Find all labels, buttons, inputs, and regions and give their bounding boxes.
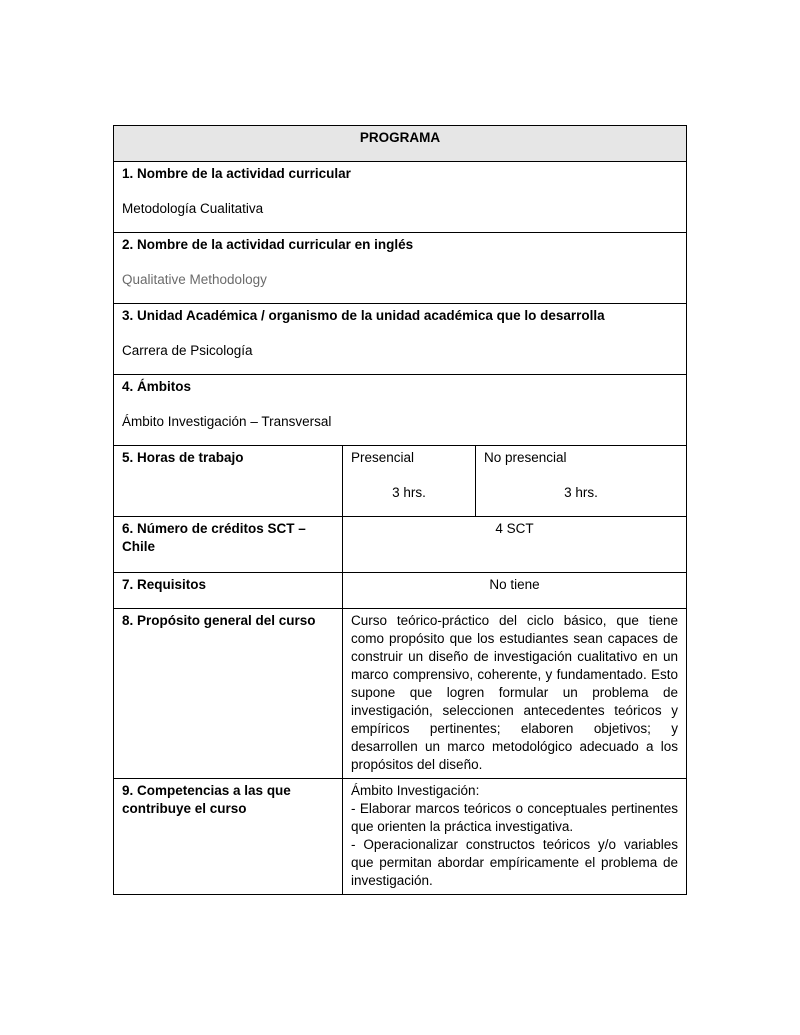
row-value: Carrera de Psicología bbox=[122, 343, 253, 358]
row-nombre bbox=[114, 162, 687, 233]
presencial-label: Presencial bbox=[351, 450, 415, 465]
program-table bbox=[113, 125, 687, 895]
competencias-value bbox=[343, 779, 687, 895]
row-label: 7. Requisitos bbox=[122, 577, 207, 592]
creditos-value: 4 SCT bbox=[343, 517, 687, 573]
row-label: 9. Competencias a las que contribuye el curso bbox=[122, 783, 291, 816]
row-label: 5. Horas de trabajo bbox=[122, 450, 244, 465]
no-presencial-label: No presencial bbox=[484, 450, 567, 465]
row-label: 1. Nombre de la actividad curricular bbox=[122, 166, 351, 181]
proposito-value: Curso teórico-práctico del ciclo básico, que tiene como propósito que los estudiantes sean capaces de construir un diseño de investigación cualitativo en un marco comprensivo, coherente, y fundamentado. Esto supone que logren formular un problema de investigación, seleccionen antecedentes teóricos y empíricos pertinentes; elaboren objetivos; y desarrollen un marco metodológico adecuado a los propósitos del diseño. bbox=[343, 609, 687, 779]
row-label: 8. Propósito general del curso bbox=[122, 613, 316, 628]
competencias-heading: Ámbito Investigación: bbox=[351, 783, 480, 798]
row-nombre-ingles bbox=[114, 233, 687, 304]
no-presencial-value: 3 hrs. bbox=[564, 485, 598, 500]
row-label: 3. Unidad Académica / organismo de la unidad académica que lo desarrolla bbox=[122, 308, 605, 323]
row-label: 4. Ámbitos bbox=[122, 379, 192, 394]
row-proposito-label bbox=[114, 609, 343, 779]
row-requisitos-label bbox=[114, 573, 343, 609]
row-value: Qualitative Methodology bbox=[122, 272, 267, 287]
row-label: 6. Número de créditos SCT – Chile bbox=[122, 521, 306, 554]
row-horas-label bbox=[114, 446, 343, 517]
row-value: Ámbito Investigación – Transversal bbox=[122, 414, 332, 429]
competencia-item: - Operacionalizar constructos teóricos y/o variables que permitan abordar empíricamente el problema de investigación. bbox=[351, 837, 679, 888]
row-unidad bbox=[114, 304, 687, 375]
row-value: Metodología Cualitativa bbox=[122, 201, 264, 216]
presencial-cell bbox=[343, 446, 476, 517]
presencial-value: 3 hrs. bbox=[392, 485, 426, 500]
requisitos-value: No tiene bbox=[343, 573, 687, 609]
no-presencial-cell bbox=[476, 446, 687, 517]
row-label: 2. Nombre de la actividad curricular en inglés bbox=[122, 237, 414, 252]
row-ambitos bbox=[114, 375, 687, 446]
row-competencias-label bbox=[114, 779, 343, 895]
row-creditos-label bbox=[114, 517, 343, 573]
competencia-item: - Elaborar marcos teóricos o conceptuales pertinentes que orienten la práctica investigativa. bbox=[351, 801, 679, 834]
table-header: PROGRAMA bbox=[114, 126, 687, 162]
